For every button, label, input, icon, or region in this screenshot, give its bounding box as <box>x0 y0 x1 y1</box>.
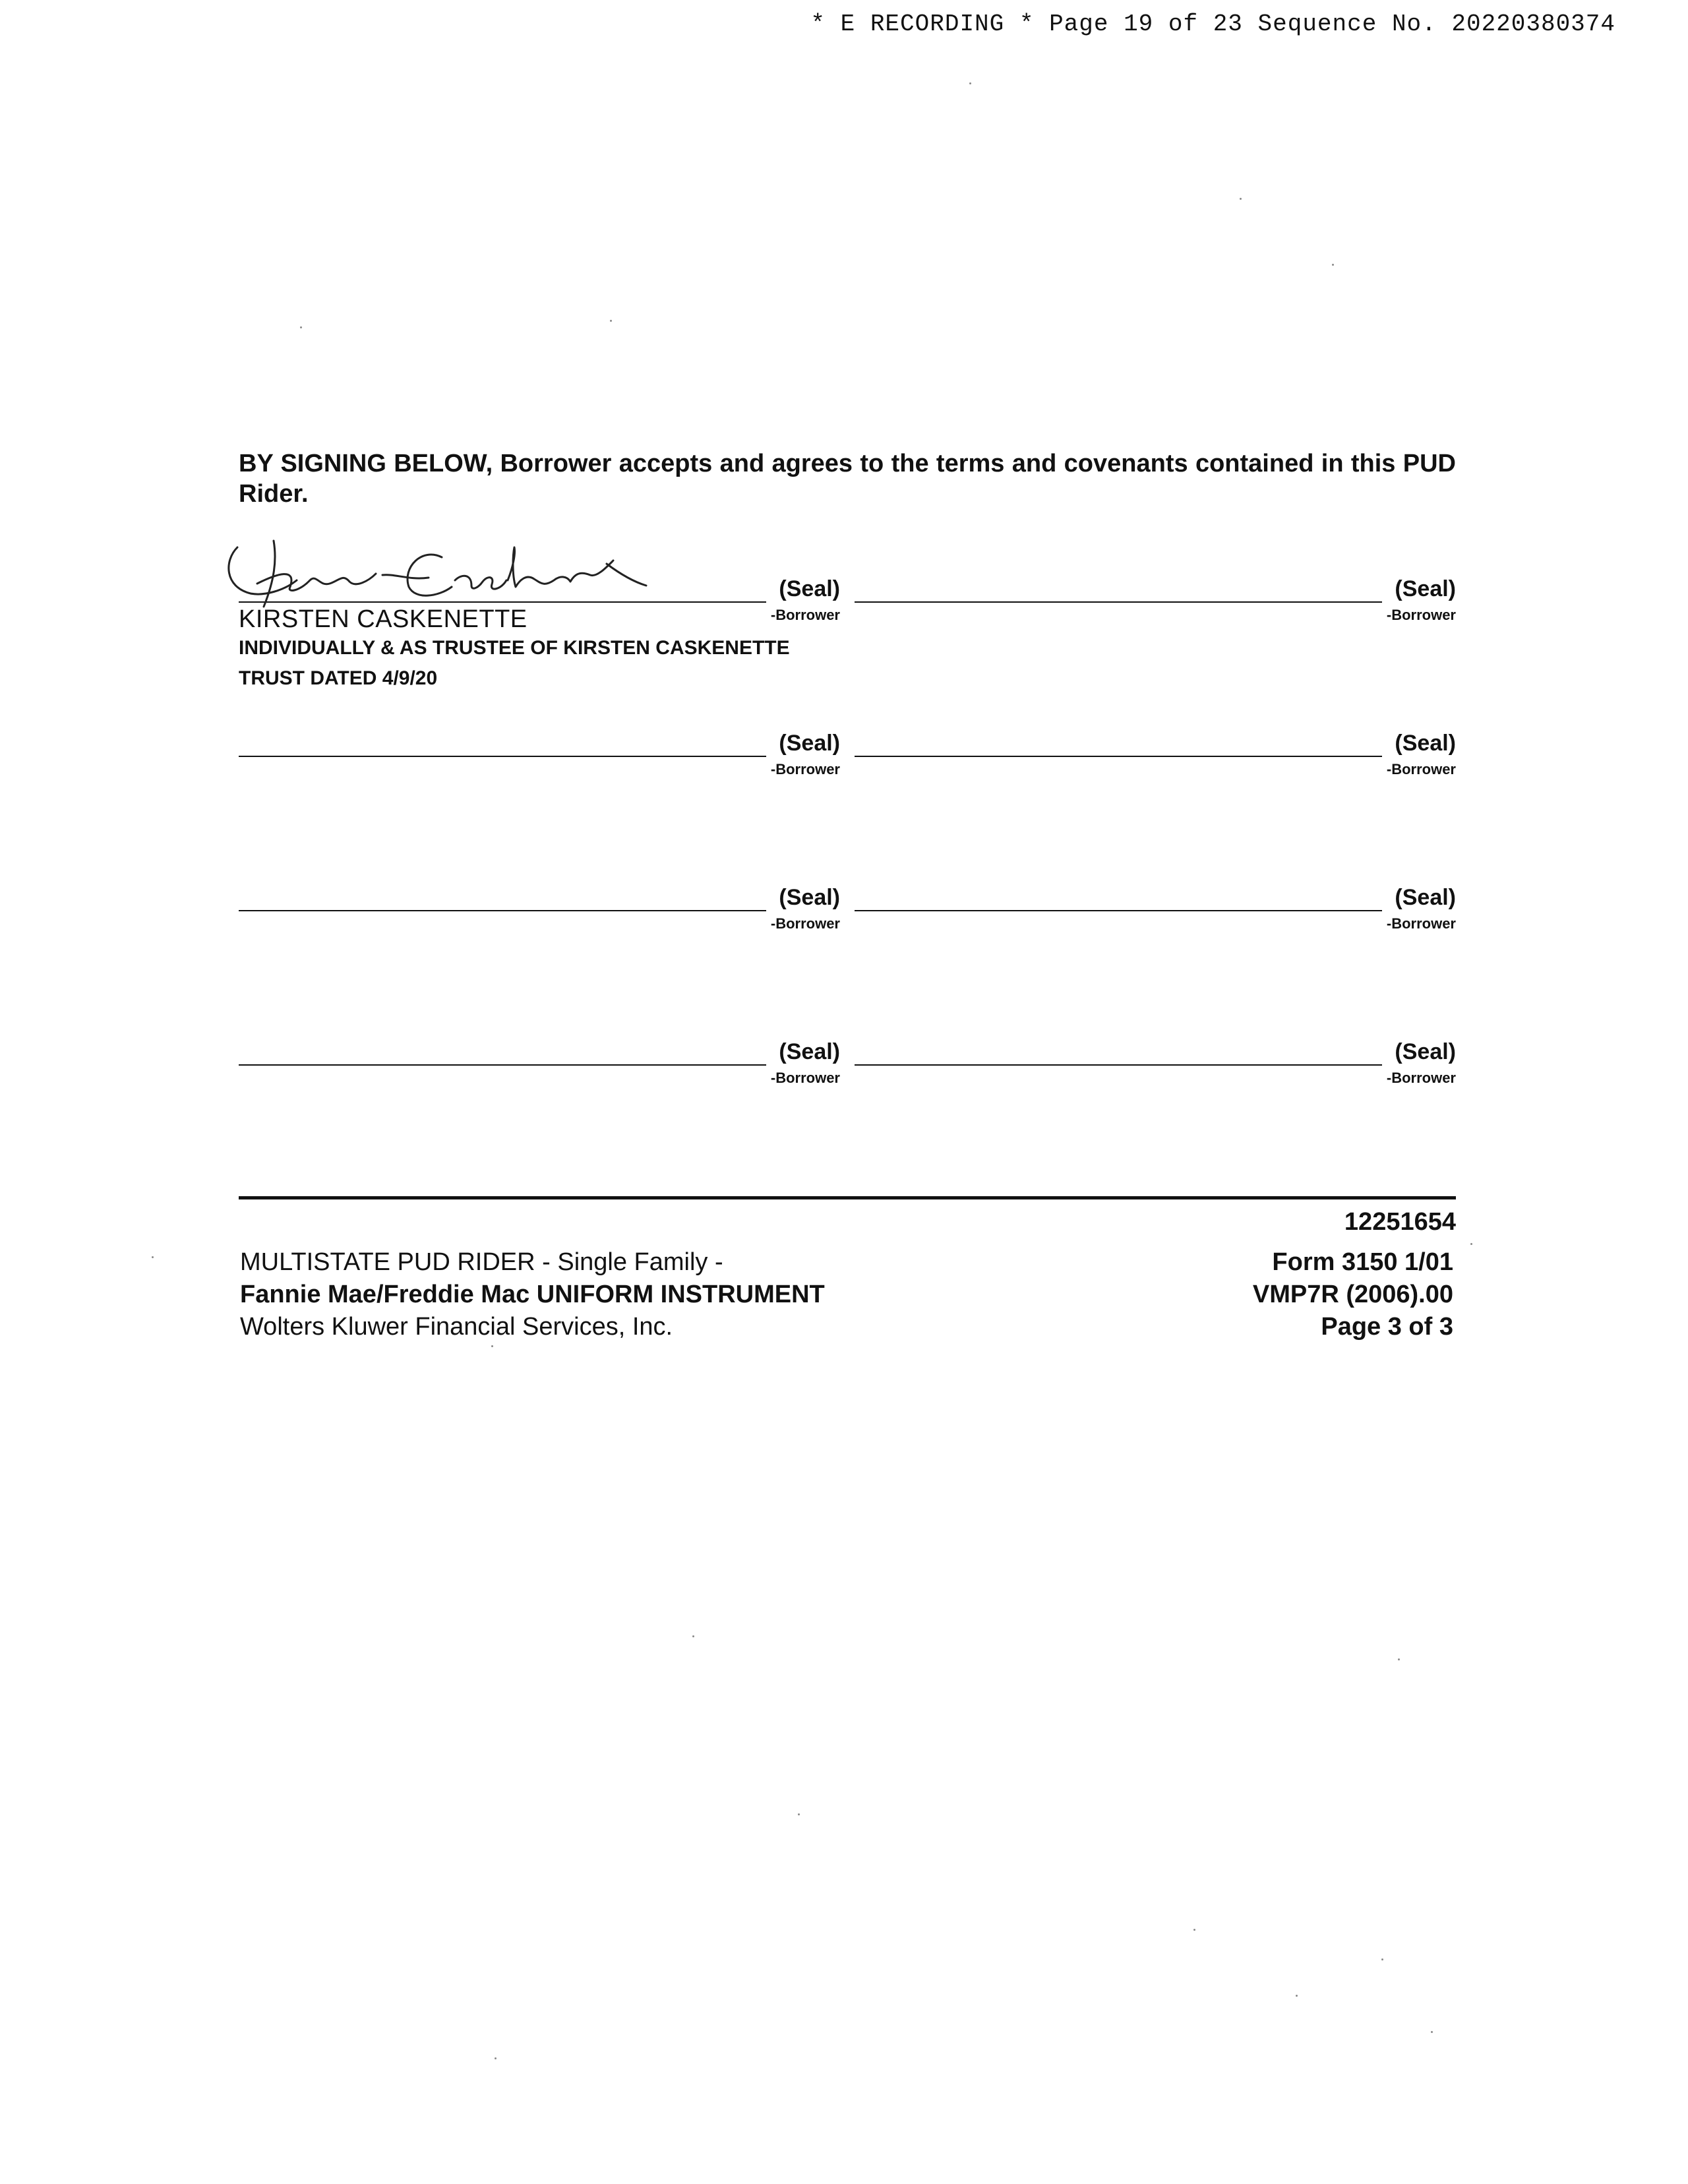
scan-speck <box>1431 2031 1433 2033</box>
seal-label: (Seal) <box>779 576 840 601</box>
scan-speck <box>692 1635 694 1637</box>
signature-block-borrower-3 <box>239 728 840 781</box>
form-number: Form 3150 1/01 <box>1272 1248 1453 1276</box>
signature-block-borrower-6 <box>855 882 1456 935</box>
scan-speck <box>495 2057 497 2059</box>
borrower-name: KIRSTEN CASKENETTE <box>239 605 528 633</box>
form-title-block <box>240 1246 825 1343</box>
publisher-name: Wolters Kluwer Financial Services, Inc. <box>240 1313 673 1341</box>
form-code: VMP7R (2006).00 <box>1252 1281 1453 1308</box>
scan-speck <box>969 82 971 84</box>
scan-speck <box>1470 1243 1472 1245</box>
borrower-label: -Borrower <box>1386 915 1456 932</box>
signature-line <box>855 910 1382 911</box>
borrower-label: -Borrower <box>1386 1070 1456 1086</box>
signing-statement: BY SIGNING BELOW, Borrower accepts and agrees to the terms and covenants contained in this PUD Rider. <box>239 450 1456 508</box>
signature-line <box>239 910 766 911</box>
scan-speck <box>1332 264 1334 266</box>
scan-speck <box>1193 1929 1195 1931</box>
scan-speck <box>152 1256 154 1258</box>
recording-stamp: * E RECORDING * Page 19 of 23 Sequence No. 20220380374 <box>810 11 1615 38</box>
signature-line <box>855 756 1382 757</box>
seal-label: (Seal) <box>1395 576 1456 601</box>
scan-speck <box>491 1345 493 1347</box>
borrower-label: -Borrower <box>770 761 840 777</box>
signature-line <box>855 601 1382 603</box>
signature-block-borrower-4 <box>855 728 1456 781</box>
scan-speck <box>1296 1995 1298 1997</box>
seal-label: (Seal) <box>1395 731 1456 756</box>
scan-speck <box>1240 198 1242 200</box>
signature-line <box>239 1064 766 1066</box>
seal-label: (Seal) <box>779 1039 840 1064</box>
borrower-label: -Borrower <box>770 1070 840 1086</box>
form-title: MULTISTATE PUD RIDER - Single Family - <box>240 1248 723 1276</box>
scan-speck <box>300 326 302 328</box>
borrower-label: -Borrower <box>1386 761 1456 777</box>
seal-label: (Seal) <box>779 885 840 910</box>
form-id-block <box>1253 1246 1453 1343</box>
seal-label: (Seal) <box>1395 885 1456 910</box>
signature-line <box>855 1064 1382 1066</box>
borrower-label: -Borrower <box>770 915 840 932</box>
footer-divider <box>239 1196 1456 1199</box>
form-subtitle: Fannie Mae/Freddie Mac UNIFORM INSTRUMENT <box>240 1281 825 1308</box>
signature-block-borrower-7 <box>239 1037 840 1089</box>
scan-speck <box>1381 1958 1383 1960</box>
borrower-label: -Borrower <box>770 607 840 623</box>
scan-speck <box>798 1813 800 1815</box>
page-indicator: Page 3 of 3 <box>1321 1313 1453 1341</box>
seal-label: (Seal) <box>1395 1039 1456 1064</box>
borrower-label: -Borrower <box>1386 607 1456 623</box>
borrower-capacity: INDIVIDUALLY & AS TRUSTEE OF KIRSTEN CASKENETTE <box>239 637 790 659</box>
scan-speck <box>610 320 612 322</box>
seal-label: (Seal) <box>779 731 840 756</box>
signature-block-borrower-2 <box>855 574 1456 626</box>
handwritten-signature <box>211 528 659 613</box>
trust-date: TRUST DATED 4/9/20 <box>239 667 438 689</box>
signature-block-borrower-5 <box>239 882 840 935</box>
scan-speck <box>1398 1658 1400 1660</box>
loan-number: 12251654 <box>1344 1208 1456 1236</box>
signature-line <box>239 756 766 757</box>
signature-block-borrower-8 <box>855 1037 1456 1089</box>
